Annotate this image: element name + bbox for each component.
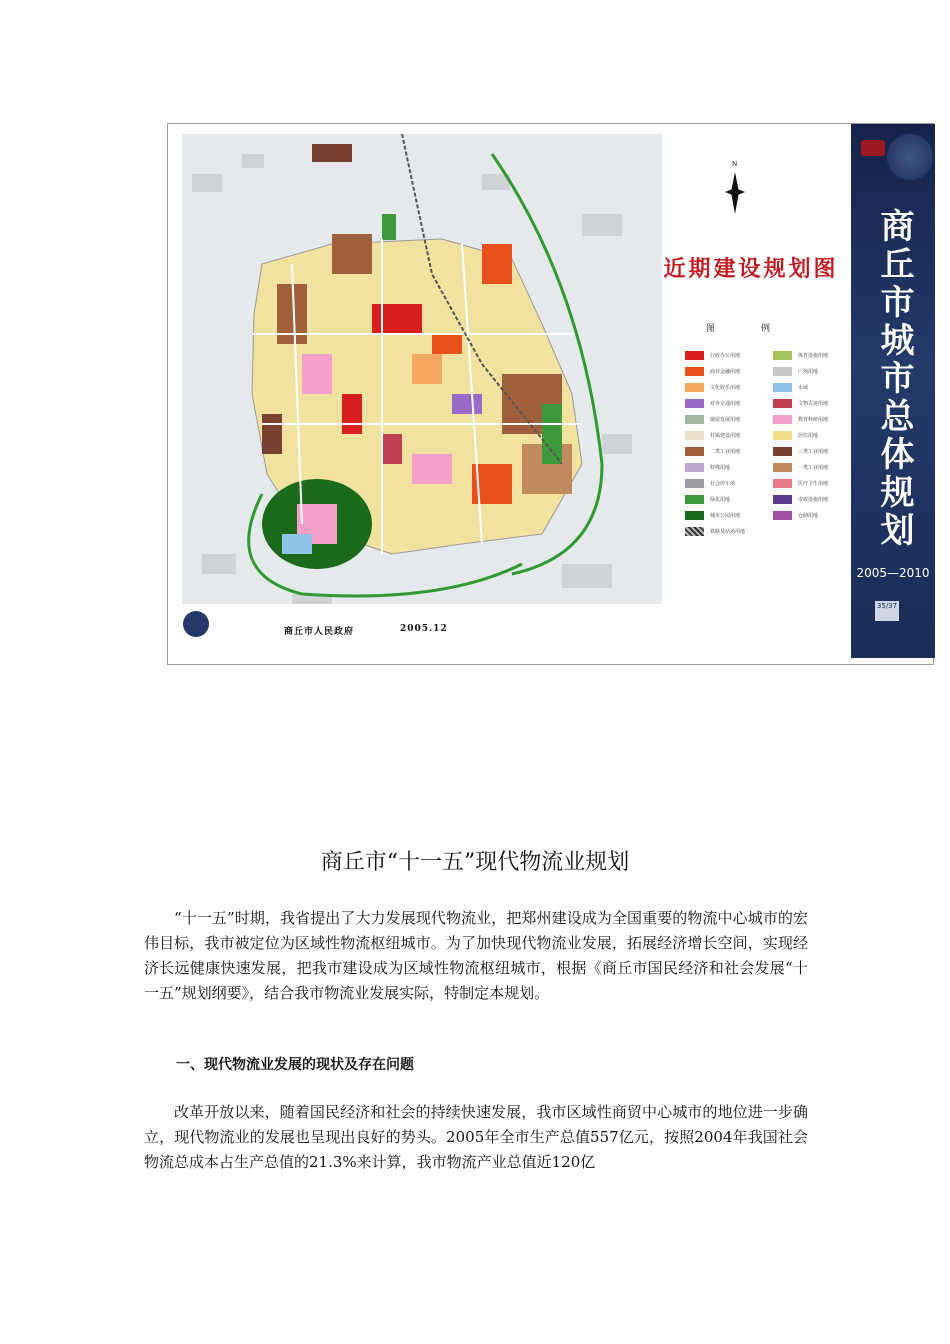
legend-swatch	[773, 415, 792, 424]
legend-item	[773, 494, 855, 505]
legend-item	[685, 414, 767, 425]
legend-item	[773, 446, 855, 457]
legend-swatch	[685, 527, 704, 536]
legend-label: 市政设施用地	[798, 497, 829, 503]
legend-swatch	[685, 495, 704, 504]
logo-icon	[861, 140, 885, 156]
legend-swatch	[685, 479, 704, 488]
legend-item	[685, 510, 767, 521]
legend-swatch	[773, 495, 792, 504]
legend-label: 商业金融用地	[710, 369, 741, 375]
legend-swatch	[685, 511, 704, 520]
legend-label: 三类工业用地	[798, 449, 829, 455]
document-title: 商丘市“十一五”现代物流业规划	[320, 850, 630, 875]
map-title: 近期建设规划图	[663, 256, 839, 282]
legend-item	[685, 350, 767, 361]
map-legend	[685, 350, 855, 537]
page-mark: 35/37	[875, 601, 899, 621]
legend-label: 对外交通用地	[710, 401, 741, 407]
legend-swatch	[685, 415, 704, 424]
legend-item	[773, 414, 855, 425]
legend-item	[685, 478, 767, 489]
legend-item	[773, 398, 855, 409]
legend-label: 医疗卫生用地	[798, 481, 829, 487]
legend-label: 体育设施用地	[798, 353, 829, 359]
city-land-use-map	[182, 134, 662, 640]
legend-item	[773, 478, 855, 489]
legend-item	[773, 510, 855, 521]
north-arrow-icon	[723, 158, 747, 222]
section-heading: 一、现代物流业发展的现状及存在问题	[176, 1057, 414, 1073]
legend-item	[773, 382, 855, 393]
legend-item	[685, 430, 767, 441]
legend-swatch	[773, 511, 792, 520]
legend-item	[685, 446, 767, 457]
legend-label: 水域	[798, 385, 809, 391]
legend-swatch	[685, 431, 704, 440]
seal-icon	[887, 134, 933, 180]
sidebar-title: 商丘市城市总体规划	[874, 208, 914, 550]
legend-label: 广场用地	[798, 369, 819, 375]
legend-label: 文物古迹用地	[798, 401, 829, 407]
legend-item	[685, 398, 767, 409]
map-credit: 商丘市人民政府	[284, 627, 355, 637]
legend-swatch	[685, 383, 704, 392]
legend-label: 镇留发展用地	[710, 417, 741, 423]
legend-label: 教育科研用地	[798, 417, 829, 423]
legend-label: 仓储用地	[798, 513, 819, 519]
legend-label: 行政办公用地	[710, 353, 741, 359]
legend-label: 村镇建设用地	[710, 433, 741, 439]
legend-swatch	[773, 447, 792, 456]
legend-label: 社会停车场	[710, 481, 736, 487]
legend-swatch	[773, 399, 792, 408]
legend-swatch	[773, 431, 792, 440]
legend-swatch	[773, 479, 792, 488]
legend-swatch	[773, 463, 792, 472]
legend-swatch	[685, 367, 704, 376]
legend-label: 二类工业用地	[710, 449, 741, 455]
paragraph-status: 改革开放以来，随着国民经济和社会的持续快速发展，我市区域性商贸中心城市的地位进一步确立，现代物流业的发展也呈现出良好的势头。2005年全市生产总值557亿元，按照2004年我国社会物流总成本占生产总值的21.3%来计算，我市物流产业总值近120亿	[144, 1103, 808, 1171]
paragraph-intro: “十一五”时期，我省提出了大力发展现代物流业，把郑州建设成为全国重要的物流中心城市的宏伟目标，我市被定位为区域性物流枢纽城市。为了加快现代物流业发展，拓展经济增长空间，实现经济长远健康快速发展，把我市建设成为区域性物流枢纽城市，根据《商丘市国民经济和社会发展“十一五”规划纲要》，结合我市物流业发展实际，特制定本规划。	[144, 909, 808, 1002]
legend-swatch	[685, 399, 704, 408]
legend-swatch	[773, 383, 792, 392]
legend-label: 文化娱乐用地	[710, 385, 741, 391]
legend-label: 一类工业用地	[798, 465, 829, 471]
compass-label: N	[732, 160, 738, 168]
legend-item	[685, 494, 767, 505]
legend-item	[773, 430, 855, 441]
map-credit-date: 2005.12	[400, 624, 448, 634]
legend-header-right: 例	[761, 324, 771, 334]
legend-item	[685, 366, 767, 377]
legend-item	[773, 366, 855, 377]
legend-item	[685, 462, 767, 473]
legend-swatch	[773, 367, 792, 376]
title-sidebar	[851, 124, 935, 658]
legend-header	[706, 321, 770, 334]
legend-label: 城市公园用地	[710, 513, 741, 519]
legend-label: 居住用地	[798, 433, 819, 439]
legend-swatch	[685, 463, 704, 472]
legend-label: 铁路及站场用地	[710, 529, 746, 535]
legend-item	[773, 462, 855, 473]
legend-label: 特殊用地	[710, 465, 731, 471]
sidebar-years: 2005—2010	[856, 566, 930, 580]
legend-swatch	[685, 351, 704, 360]
planning-map-figure	[167, 123, 934, 665]
legend-item	[685, 526, 767, 537]
legend-swatch	[685, 447, 704, 456]
map-graphic	[182, 134, 662, 640]
legend-header-left: 图	[706, 324, 716, 334]
legend-swatch	[773, 351, 792, 360]
legend-item	[685, 382, 767, 393]
legend-label: 绿化用地	[710, 497, 731, 503]
legend-item	[773, 350, 855, 361]
